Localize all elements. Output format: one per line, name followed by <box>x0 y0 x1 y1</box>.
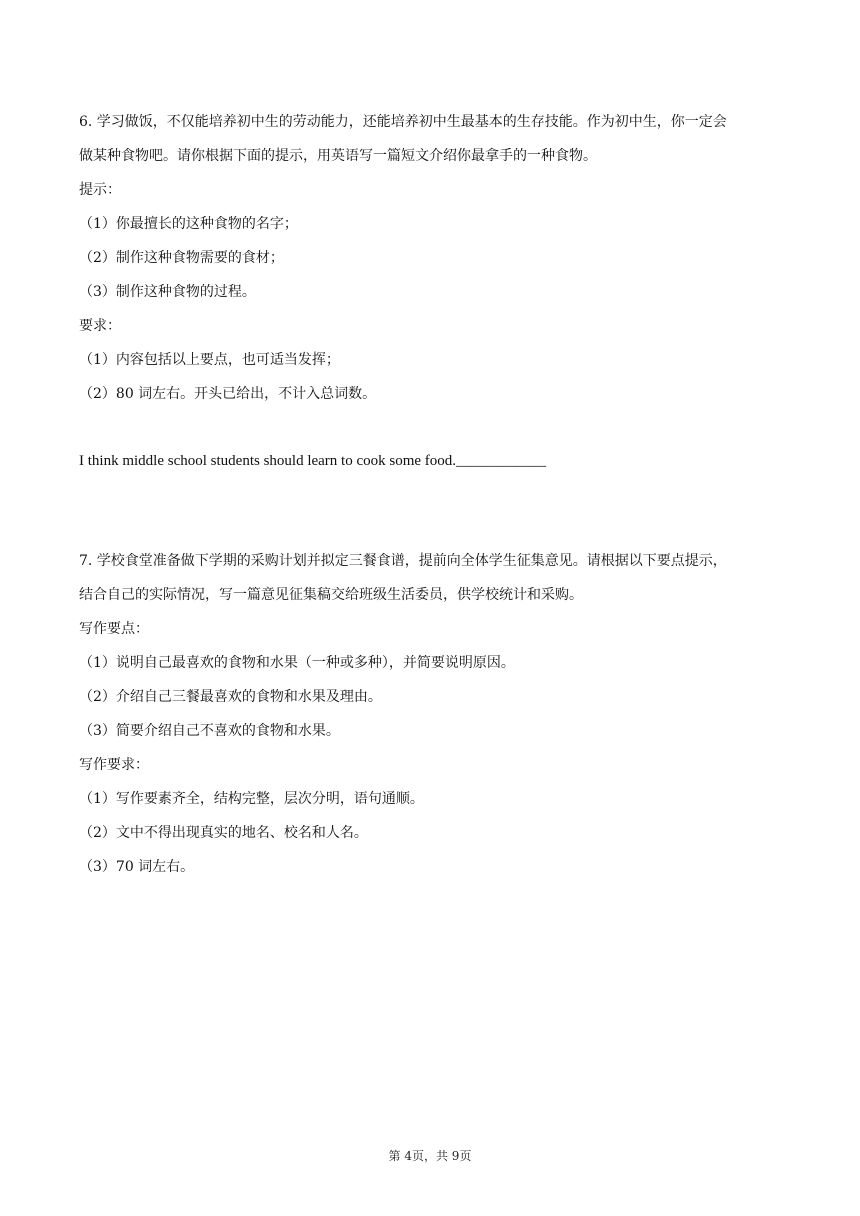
question-7-point-3: （3）简要介绍自己不喜欢的食物和水果。 <box>79 723 340 739</box>
page-number-footer: 第 4页，共 9页 <box>388 1149 472 1163</box>
question-6-hints-label: 提示： <box>79 182 121 198</box>
question-6-requirement-1: （1）内容包括以上要点，也可适当发挥； <box>79 352 340 368</box>
question-6-text-line-1: 6. 学习做饭，不仅能培养初中生的劳动能力，还能培养初中生最基本的生存技能。作为初中生，你一定会 <box>79 114 727 130</box>
question-6-hint-2: （2）制作这种食物需要的食材； <box>79 250 284 266</box>
question-6-hint-1: （1）你最擅长的这种食物的名字； <box>79 216 298 232</box>
question-6-text-line-2: 做某种食物吧。请你根据下面的提示，用英语写一篇短文介绍你最拿手的一种食物。 <box>79 148 597 164</box>
question-7-point-1: （1）说明自己最喜欢的食物和水果（一种或多种），并简要说明原因。 <box>79 655 515 671</box>
question-7-requirement-3: （3）70 词左右。 <box>79 859 195 875</box>
question-6-requirement-2: （2）80 词左右。开头已给出，不计入总词数。 <box>79 386 377 402</box>
question-7-point-2: （2）介绍自己三餐最喜欢的食物和水果及理由。 <box>79 689 382 705</box>
question-7-text-line-2: 结合自己的实际情况，写一篇意见征集稿交给班级生活委员，供学校统计和采购。 <box>79 587 583 603</box>
question-7-requirement-1: （1）写作要素齐全，结构完整，层次分明，语句通顺。 <box>79 791 424 807</box>
question-6-requirements-label: 要求： <box>79 318 121 334</box>
question-7-text-line-1: 7. 学校食堂准备做下学期的采购计划并拟定三餐食谱，提前向全体学生征集意见。请根据以下要点提示， <box>79 553 727 569</box>
question-7-requirements-label: 写作要求： <box>79 757 149 773</box>
question-7-requirement-2: （2）文中不得出现真实的地名、校名和人名。 <box>79 825 368 841</box>
question-6-hint-3: （3）制作这种食物的过程。 <box>79 284 256 300</box>
question-7-points-label: 写作要点： <box>79 621 149 637</box>
question-6-opening-sentence: I think middle school students should learn to cook some food.____________ <box>79 453 547 469</box>
